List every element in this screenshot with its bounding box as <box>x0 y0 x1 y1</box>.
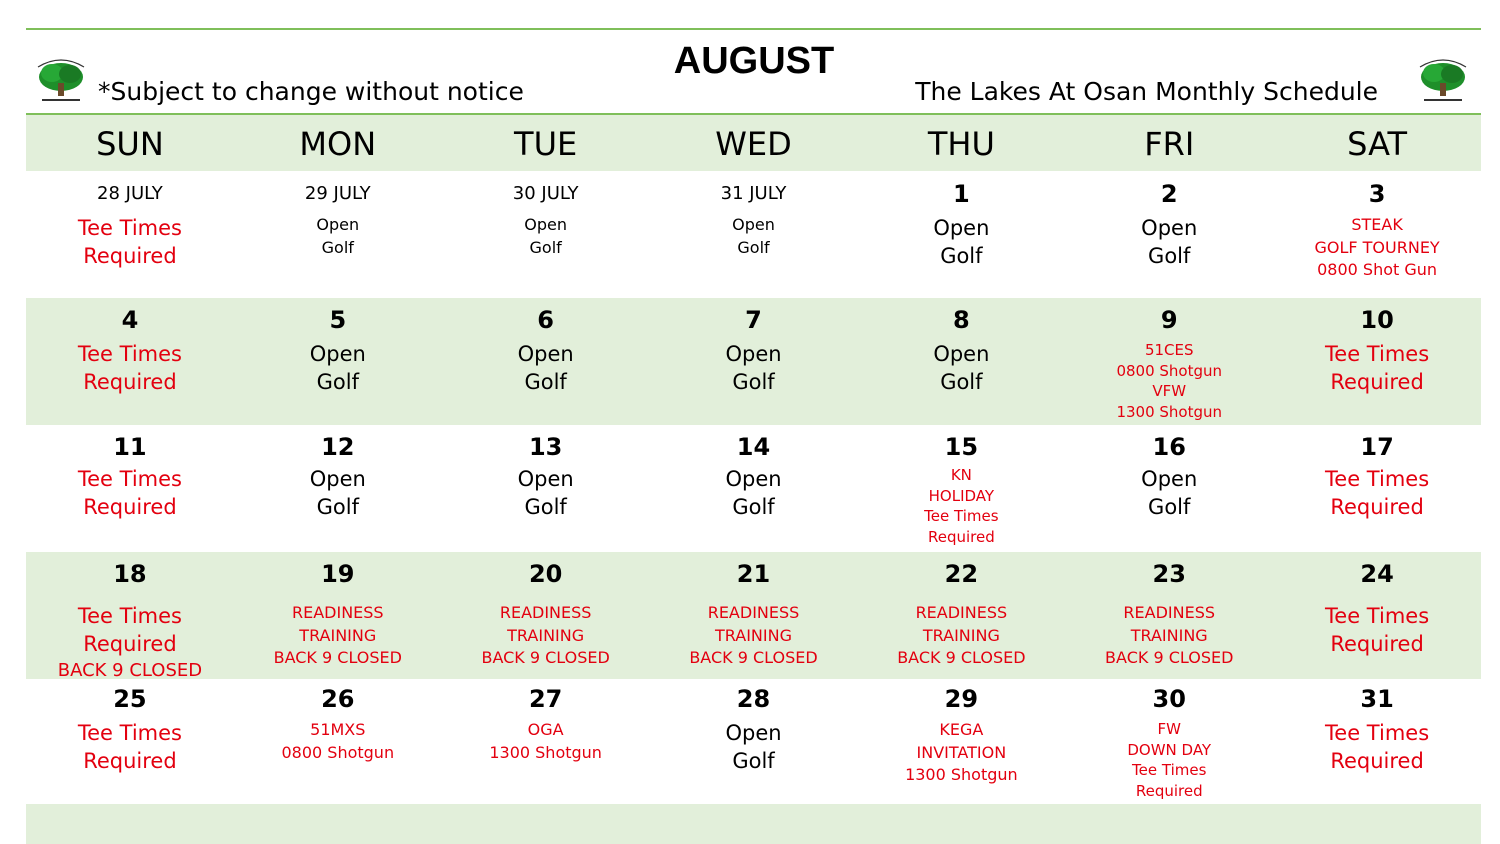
event-line: BACK 9 CLOSED <box>481 648 610 667</box>
event-line: Open <box>517 467 574 491</box>
day-number: 9 <box>1160 306 1178 334</box>
calendar-day <box>234 298 442 425</box>
event-line: Golf <box>732 495 775 519</box>
day-number: 31 <box>1360 685 1394 713</box>
calendar-day <box>442 172 650 298</box>
day-events <box>26 602 234 684</box>
day-number: 23 <box>1152 560 1186 588</box>
weekday-header <box>26 115 1481 171</box>
day-number: 27 <box>528 685 563 713</box>
weekday-thu: THU <box>927 125 995 163</box>
event-line: DOWN DAY <box>1127 740 1212 759</box>
day-events <box>1065 465 1273 521</box>
day-number: 15 <box>944 433 979 461</box>
day-events <box>857 719 1065 787</box>
tree-logo-icon <box>1412 55 1474 105</box>
event-line: Tee Times <box>1325 604 1430 628</box>
event-line: Golf <box>316 370 359 394</box>
day-number: 21 <box>736 560 771 588</box>
calendar-day <box>234 552 442 679</box>
calendar-day <box>26 679 234 805</box>
event-line: TRAINING <box>299 625 377 645</box>
calendar-day <box>650 679 858 805</box>
event-line: 51MXS <box>310 720 366 739</box>
calendar-day <box>857 298 1065 425</box>
day-events <box>26 340 234 396</box>
event-line: Open <box>309 342 366 366</box>
event-line: Required <box>1330 495 1424 519</box>
event-line: INVITATION <box>916 742 1007 762</box>
day-events <box>26 214 234 270</box>
calendar-day <box>1065 172 1273 298</box>
day-number: 28 JULY <box>97 183 163 204</box>
event-line: READINESS <box>291 603 384 622</box>
event-line: TRAINING <box>507 625 585 645</box>
day-number: 18 <box>113 560 147 588</box>
event-line: Tee Times <box>924 507 999 525</box>
top-rule <box>26 28 1481 30</box>
calendar-day <box>650 552 858 679</box>
month-title: AUGUST <box>673 40 835 82</box>
day-number: 6 <box>537 306 554 334</box>
day-events <box>234 602 442 670</box>
calendar-grid <box>26 172 1481 805</box>
event-line: Required <box>1135 781 1203 800</box>
day-events <box>234 719 442 764</box>
event-line: Tee Times <box>1132 761 1207 779</box>
weekday-sun: SUN <box>96 125 164 163</box>
day-events <box>1273 214 1481 282</box>
event-line: Golf <box>732 370 775 394</box>
event-line: STEAK <box>1351 215 1403 234</box>
day-events <box>1273 602 1481 658</box>
day-events <box>234 340 442 396</box>
day-number: 30 JULY <box>512 183 579 204</box>
day-number: 12 <box>321 433 355 461</box>
event-line: Golf <box>524 495 567 519</box>
event-line: Golf <box>737 237 770 257</box>
calendar-day <box>26 172 234 298</box>
day-events <box>1065 719 1273 801</box>
event-line: Required <box>83 749 177 773</box>
calendar-day <box>442 298 650 425</box>
calendar-day <box>234 679 442 805</box>
event-line: BACK 9 CLOSED <box>897 648 1026 667</box>
event-line: BACK 9 CLOSED <box>689 648 818 667</box>
day-number: 8 <box>953 306 970 334</box>
day-events <box>1065 214 1273 270</box>
weekday-tue: TUE <box>514 125 578 163</box>
day-events <box>650 602 858 670</box>
event-line: KN <box>950 466 972 484</box>
event-line: TRAINING <box>922 625 1000 645</box>
day-number: 31 JULY <box>720 183 787 204</box>
day-events <box>650 340 858 396</box>
event-line: TRAINING <box>715 625 792 645</box>
day-number: 16 <box>1152 433 1186 461</box>
day-events <box>1273 465 1481 521</box>
day-events <box>234 465 442 521</box>
calendar-day <box>1065 425 1273 552</box>
event-line: OGA <box>527 720 564 739</box>
day-number: 24 <box>1360 560 1394 588</box>
event-line: Golf <box>316 495 359 519</box>
day-number: 17 <box>1360 433 1394 461</box>
day-number: 29 <box>944 685 979 713</box>
day-number: 13 <box>528 433 563 461</box>
event-line: Open <box>517 342 574 366</box>
day-events <box>857 602 1065 670</box>
calendar-day <box>857 679 1065 805</box>
calendar-day <box>650 298 858 425</box>
day-number: 1 <box>953 180 970 208</box>
event-line: Tee Times <box>77 604 182 628</box>
event-line: Golf <box>940 370 983 394</box>
event-line: Tee Times <box>1325 342 1430 366</box>
event-line: Golf <box>940 244 983 268</box>
event-line: Tee Times <box>1325 721 1430 745</box>
day-number: 11 <box>113 433 147 461</box>
calendar-week <box>26 552 1481 679</box>
day-events <box>234 214 442 259</box>
day-number: 14 <box>736 433 771 461</box>
calendar-day <box>857 172 1065 298</box>
event-line: HOLIDAY <box>928 486 995 505</box>
day-number: 26 <box>321 685 355 713</box>
event-line: Required <box>83 495 177 519</box>
event-line: Open <box>933 342 990 366</box>
event-line: Open <box>933 216 990 240</box>
event-line: 0800 Shot Gun <box>1317 260 1438 279</box>
calendar-day <box>1273 552 1481 679</box>
day-events <box>857 340 1065 396</box>
event-line: Required <box>927 527 995 546</box>
calendar-day <box>650 425 858 552</box>
event-line: KEGA <box>939 720 984 739</box>
event-line: Golf <box>321 237 354 257</box>
calendar-day <box>1065 679 1273 805</box>
day-number: 7 <box>745 306 762 334</box>
day-number: 3 <box>1368 180 1386 208</box>
day-number: 4 <box>121 306 139 334</box>
day-number: 25 <box>113 685 147 713</box>
event-line: BACK 9 CLOSED <box>1105 648 1234 667</box>
event-line: GOLF TOURNEY <box>1314 237 1440 257</box>
day-events <box>1065 340 1273 422</box>
calendar-day <box>26 298 234 425</box>
event-line: BACK 9 CLOSED <box>273 648 402 667</box>
calendar-day <box>1273 172 1481 298</box>
event-line: 0800 Shotgun <box>1116 361 1223 380</box>
event-line: READINESS <box>1123 603 1216 622</box>
event-line: Open <box>316 215 360 234</box>
day-events <box>1273 340 1481 396</box>
event-line: Required <box>83 370 177 394</box>
event-line: Open <box>725 342 782 366</box>
event-line: Golf <box>732 749 775 773</box>
event-line: Golf <box>529 237 562 257</box>
event-line: Open <box>725 721 782 745</box>
event-line: Open <box>1141 216 1198 240</box>
day-number: 10 <box>1360 306 1394 334</box>
event-line: Open <box>732 215 775 234</box>
event-line: 1300 Shotgun <box>905 765 1018 784</box>
calendar-day <box>442 679 650 805</box>
event-line: READINESS <box>915 603 1008 622</box>
calendar-day <box>234 425 442 552</box>
event-line: TRAINING <box>1130 625 1208 645</box>
event-line: Tee Times <box>77 721 182 745</box>
calendar-week <box>26 172 1481 298</box>
calendar-day <box>442 425 650 552</box>
day-events <box>26 465 234 521</box>
calendar-day <box>1273 679 1481 805</box>
day-number: 29 JULY <box>304 183 371 204</box>
event-line: 51CES <box>1144 341 1194 359</box>
day-number: 28 <box>736 685 771 713</box>
calendar-day <box>650 172 858 298</box>
day-events <box>1273 719 1481 775</box>
event-line: Tee Times <box>77 342 182 366</box>
calendar-day <box>26 552 234 679</box>
event-line: READINESS <box>707 603 800 622</box>
event-line: Golf <box>1148 244 1191 268</box>
day-number: 20 <box>528 560 563 588</box>
day-number: 19 <box>321 560 355 588</box>
day-events <box>442 340 650 396</box>
day-events <box>650 214 858 259</box>
weekday-sat: SAT <box>1347 125 1408 163</box>
footer-band <box>26 804 1481 844</box>
day-events <box>857 214 1065 270</box>
weekday-wed: WED <box>715 125 792 163</box>
tree-logo-icon <box>30 55 92 105</box>
event-line: Required <box>1330 370 1424 394</box>
event-line: Open <box>309 467 366 491</box>
event-line: Required <box>83 244 177 268</box>
event-line: 1300 Shotgun <box>1116 402 1223 421</box>
day-number: 30 <box>1152 685 1186 713</box>
event-line: 0800 Shotgun <box>281 742 395 762</box>
event-line: 1300 Shotgun <box>489 742 602 762</box>
calendar-day <box>857 552 1065 679</box>
calendar-day <box>1273 298 1481 425</box>
calendar-week <box>26 298 1481 425</box>
event-line: READINESS <box>499 603 592 622</box>
schedule-title: The Lakes At Osan Monthly Schedule <box>915 77 1378 106</box>
calendar-week <box>26 679 1481 805</box>
day-events <box>650 465 858 521</box>
event-line: Tee Times <box>77 467 182 491</box>
calendar-day <box>1065 552 1273 679</box>
event-line: Golf <box>1148 495 1191 519</box>
event-line: Tee Times <box>1325 467 1430 491</box>
day-events <box>442 214 650 259</box>
change-notice: *Subject to change without notice <box>98 77 524 106</box>
event-line: BACK 9 CLOSED <box>57 660 203 681</box>
event-line: Open <box>725 467 782 491</box>
event-line: Open <box>524 215 568 234</box>
event-line: Open <box>1141 467 1198 491</box>
calendar-day <box>26 425 234 552</box>
weekday-mon: MON <box>299 125 377 163</box>
event-line: VFW <box>1152 382 1187 400</box>
weekday-fri: FRI <box>1144 125 1195 163</box>
day-events <box>442 465 650 521</box>
day-events <box>1065 602 1273 670</box>
event-line: Tee Times <box>77 216 182 240</box>
event-line: Required <box>83 632 177 656</box>
calendar-day <box>857 425 1065 552</box>
calendar-day <box>1273 425 1481 552</box>
day-number: 2 <box>1160 180 1178 208</box>
event-line: Required <box>1330 749 1424 773</box>
day-events <box>26 719 234 775</box>
day-events <box>650 719 858 775</box>
event-line: FW <box>1157 720 1181 738</box>
day-number: 5 <box>329 306 347 334</box>
calendar-day <box>1065 298 1273 425</box>
event-line: Golf <box>524 370 567 394</box>
day-events <box>857 465 1065 547</box>
day-events <box>442 602 650 670</box>
day-number: 22 <box>944 560 979 588</box>
calendar-week <box>26 425 1481 552</box>
day-events <box>442 719 650 764</box>
event-line: Required <box>1330 632 1424 656</box>
calendar-day <box>234 172 442 298</box>
calendar-day <box>442 552 650 679</box>
